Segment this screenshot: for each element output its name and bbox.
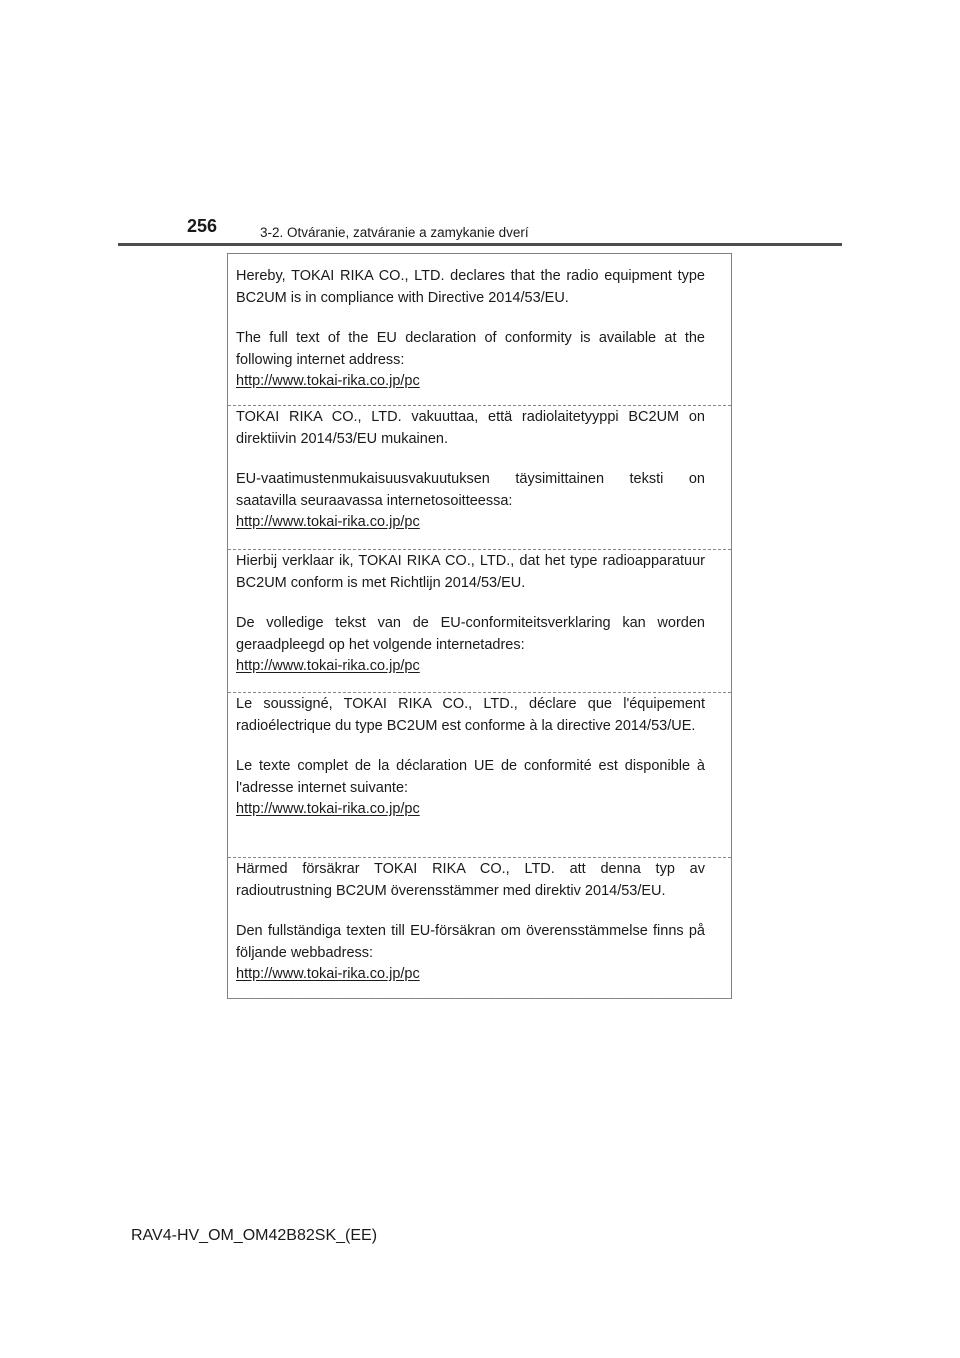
document-code: RAV4-HV_OM_OM42B82SK_(EE): [131, 1227, 378, 1244]
section-divider: [228, 998, 731, 999]
declaration-french: [228, 682, 731, 821]
header-rule: [118, 243, 842, 246]
declaration-availability: The full text of the EU declaration of conformity is available at the following internet address:: [236, 330, 705, 368]
declaration-availability: Le texte complet de la déclaration UE de conformité est disponible à l'adresse internet suivante:: [236, 758, 705, 796]
declaration-finnish: [228, 395, 731, 534]
declaration-statement: Härmed försäkrar TOKAI RIKA CO., LTD. att denna typ av radioutrustning BC2UM överensstämmer med direktiv 2014/53/EU.: [236, 861, 705, 899]
declaration-availability: Den fullständiga texten till EU-försäkran om överensstämmelse finns på följande webbadress:: [236, 923, 705, 961]
declaration-dutch: [228, 539, 731, 678]
declaration-link[interactable]: http://www.tokai-rika.co.jp/pc: [236, 373, 420, 389]
declaration-link[interactable]: http://www.tokai-rika.co.jp/pc: [236, 658, 420, 674]
declaration-link[interactable]: http://www.tokai-rika.co.jp/pc: [236, 801, 420, 817]
declaration-availability: EU-vaatimustenmukaisuusvakuutuksen täysimittainen teksti on saatavilla seuraavassa internetosoitteessa:: [236, 471, 705, 509]
declaration-link[interactable]: http://www.tokai-rika.co.jp/pc: [236, 966, 420, 982]
declaration-availability: De volledige tekst van de EU-conformiteitsverklaring kan worden geraadpleegd op het volgende internetadres:: [236, 615, 705, 653]
declaration-english: [228, 254, 731, 393]
declaration-statement: Hereby, TOKAI RIKA CO., LTD. declares that the radio equipment type BC2UM is in compliance with Directive 2014/53/EU.: [236, 268, 705, 306]
declaration-swedish: [228, 847, 731, 986]
declaration-statement: Hierbij verklaar ik, TOKAI RIKA CO., LTD., dat het type radioapparatuur BC2UM conform is met Richtlijn 2014/53/EU.: [236, 553, 705, 591]
declaration-statement: TOKAI RIKA CO., LTD. vakuuttaa, että radiolaitetyyppi BC2UM on direktiivin 2014/53/EU mukainen.: [236, 409, 705, 447]
declaration-link[interactable]: http://www.tokai-rika.co.jp/pc: [236, 514, 420, 530]
declarations-box: [227, 253, 732, 999]
declaration-statement: Le soussigné, TOKAI RIKA CO., LTD., déclare que l'équipement radioélectrique du type BC2UM est conforme à la directive 2014/53/UE.: [236, 696, 705, 734]
page-number: 256: [187, 216, 218, 236]
section-title: 3-2. Otváranie, zatváranie a zamykanie dverí: [260, 225, 529, 240]
